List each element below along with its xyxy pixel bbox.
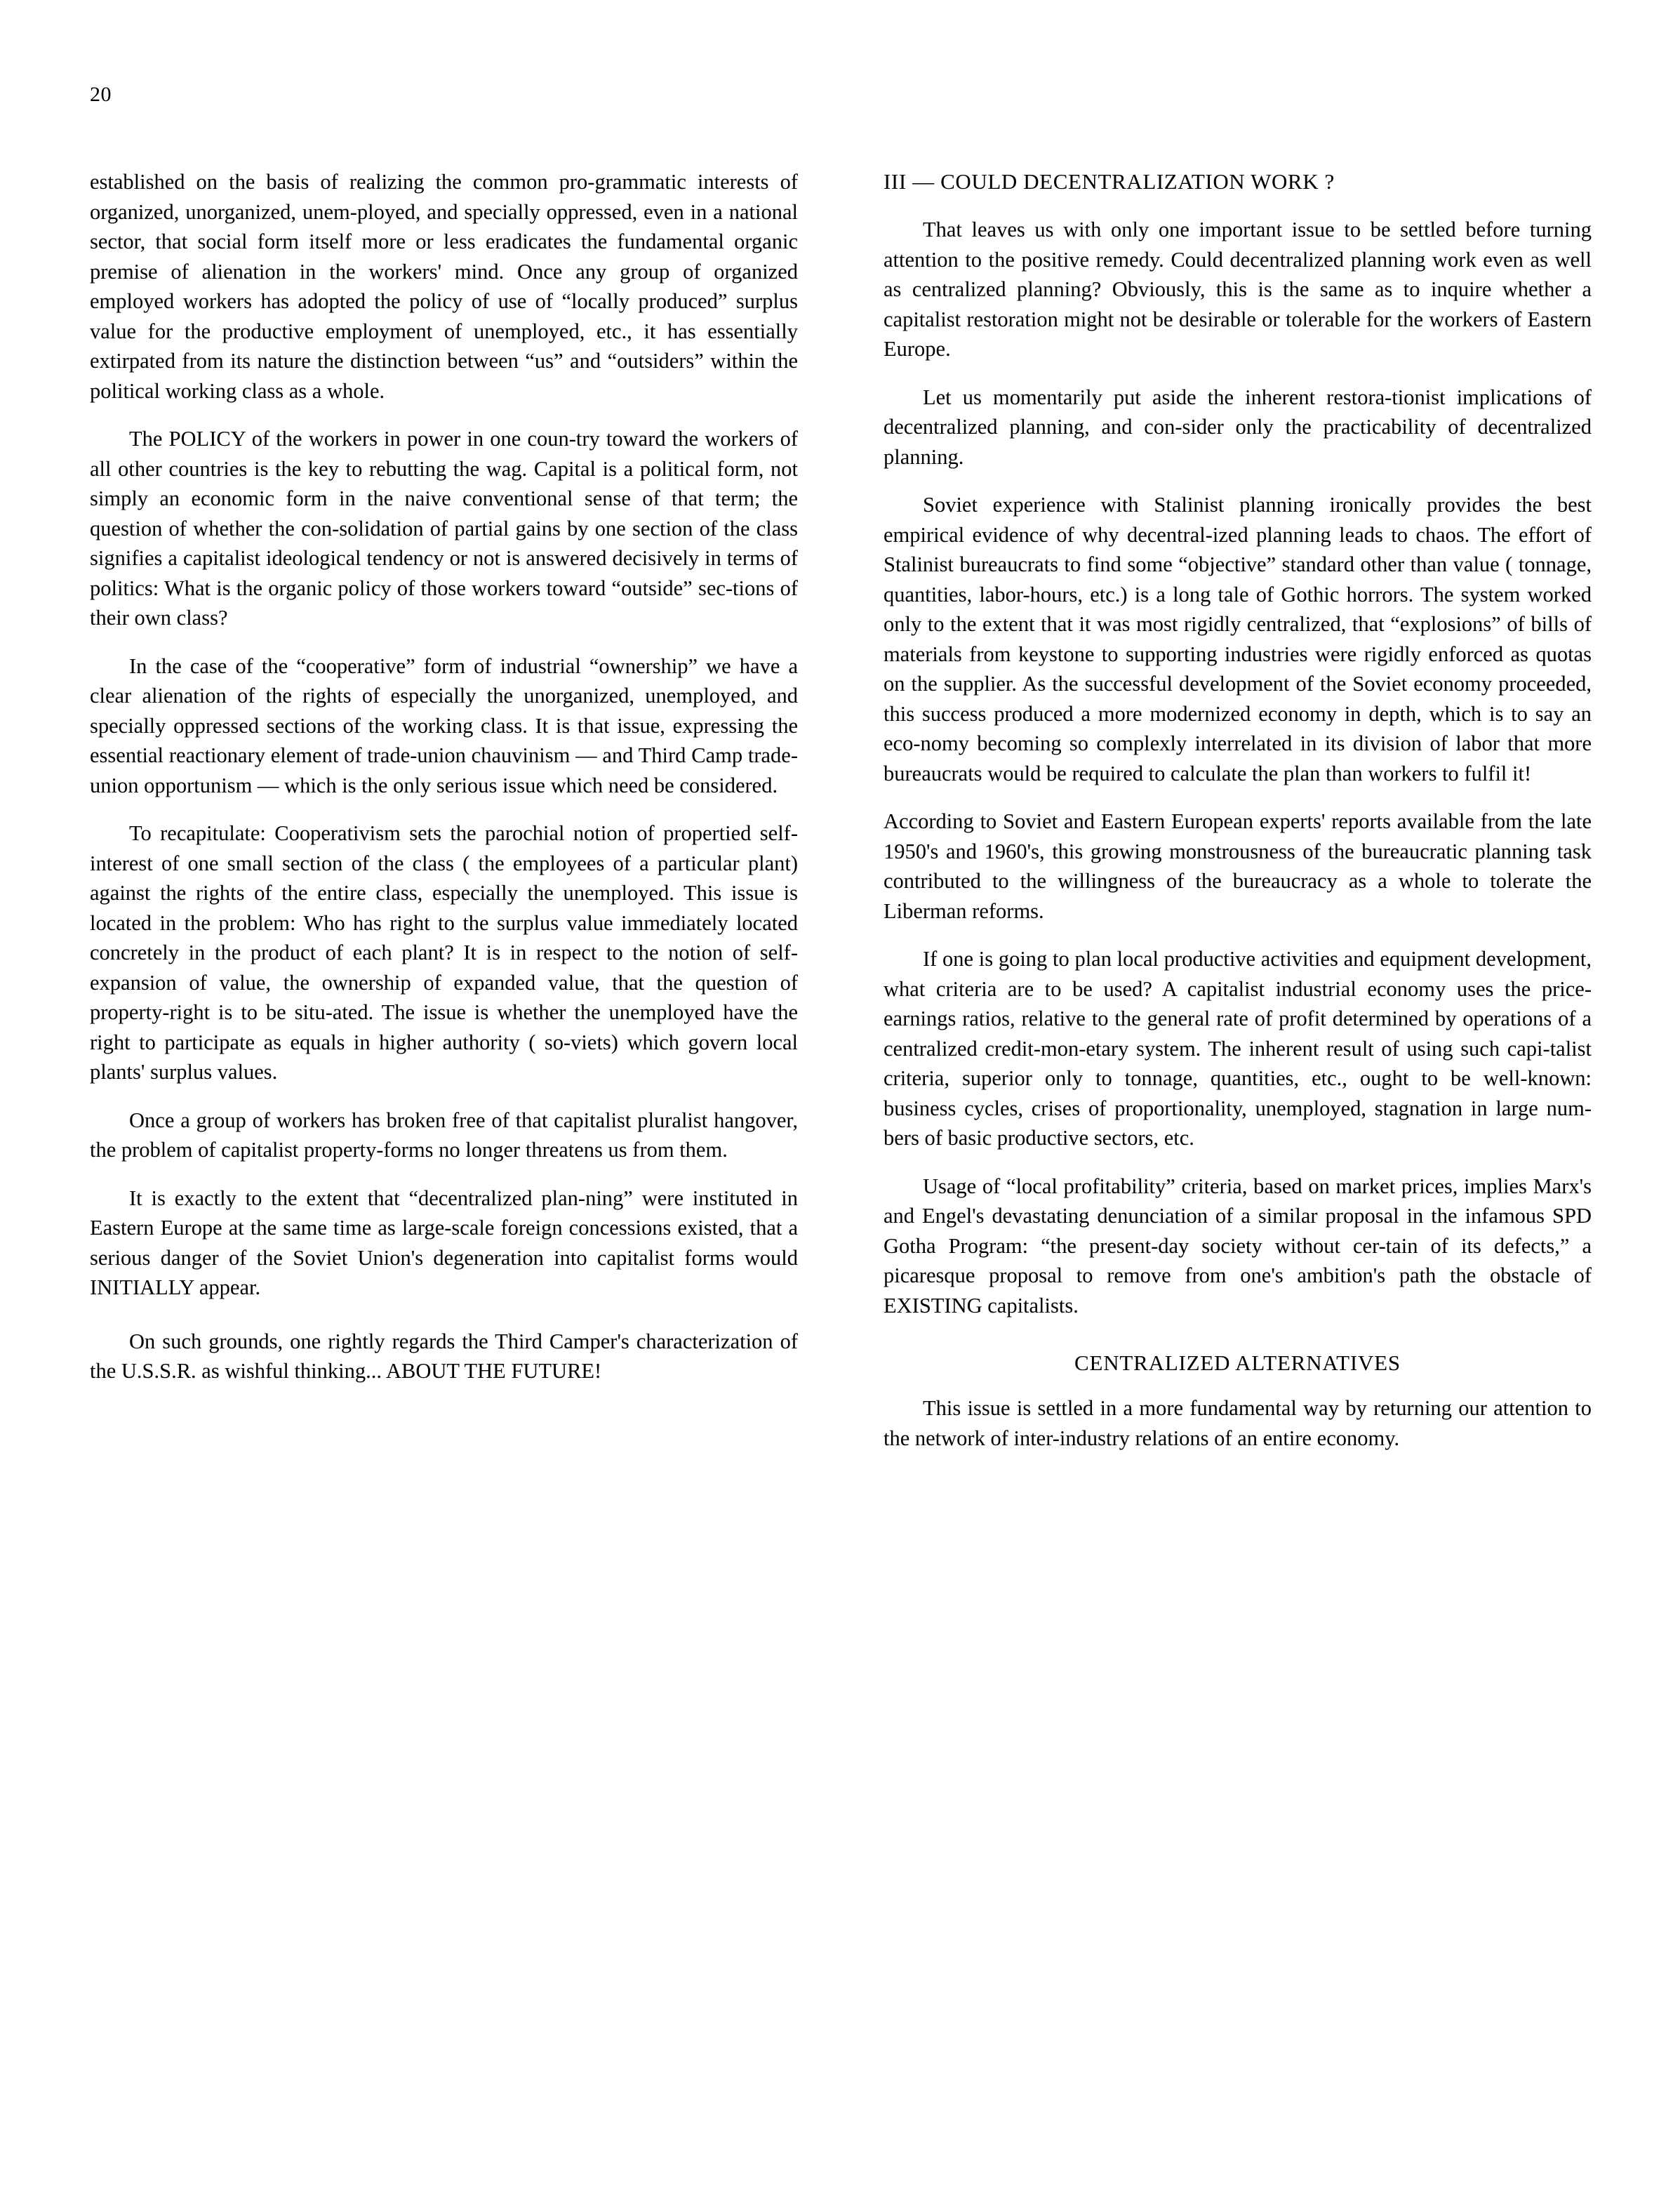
paragraph-spacer <box>90 800 798 818</box>
paragraph: On such grounds, one rightly regards the Third Camper's characterization of the U.S.S.R. as wishful thinking... ABOUT THE FUTURE! <box>90 1329 798 1383</box>
paragraph: The POLICY of the workers in power in one coun-try toward the workers of all other countries is the key to rebutting the wag. Capital is a political form, not simply an economic form in the naive conventional sense of that term; the question of whether the con-solidation of partial gains by one section of the class signifies a capitalist ideological tendency or not is answered decisively in terms of politics: What is the organic policy of those workers toward “outside” sec-tions of their own class? <box>90 427 798 630</box>
paragraph: Let us momentarily put aside the inherent restora-tionist implications of decentralized planning, and con-sider only the practicability of decentralized planning. <box>884 385 1592 469</box>
paragraph: In the case of the “cooperative” form of industrial “ownership” we have a clear alienation of the rights of especially the unorganized, unemployed, and specially oppressed sections of the working class. It is that issue, expressing the essential reactionary element of trade-union chauvinism — and Third Camp trade-union opportunism — which is the only serious issue which need be considered. <box>90 653 798 797</box>
paragraph: To recapitulate: Cooperativism sets the parochial notion of propertied self-interest of one small section of the class ( the employees of a particular plant) against the rights of the entire class, especially the unemployed. This issue is located in the problem: Who has right to the surplus value immediately located concretely in the product of each plant? It is in respect to the notion of self-expansion of value, the ownership of expanded value, that the question of property-right is to be situ-ated. The issue is whether the unemployed have the right to participate as equals in higher authority ( so-viets) which govern local plants' surplus values. <box>90 821 798 1084</box>
paragraph: Soviet experience with Stalinist planning ironically provides the best empirical evidence of why decentral-ized planning leads to chaos. The effort of Stalinist bureaucrats to find some “objective” standard other than value ( tonnage, quantities, labor-hours, etc.) is a long tale of Gothic horrors. The system worked only to the extent that it was most rigidly centralized, that “explosions” of bills of materials from keystone to supporting industries were rigidly enforced as quotas on the supplier. As the successful development of the Soviet economy proceeded, this success produced a more modernized economy in depth, which is to say an eco-nomy becoming so complexly interrelated in its division of labor that more bureaucrats would be required to calculate the plan than workers to fulfil it! <box>884 493 1592 785</box>
paragraph: That leaves us with only one important issue to be settled before turning attention to the positive remedy. Could decentralized planning work even as well as centralized planning? Obviously, this is the same as to inquire whether a capitalist restoration might not be desirable or tolerable for the workers of Eastern Europe. <box>884 218 1592 361</box>
paragraph: Usage of “local profitability” criteria, based on market prices, implies Marx's and Engel's devastating denunciation of a similar proposal in the infamous SPD Gotha Program: “the present-day society without cer-tain of its defects,” a picaresque proposal to remove from one's ambition's path the obstacle of EXISTING capitalists. <box>884 1174 1592 1318</box>
section-heading: III — COULD DECENTRALIZATION WORK ? <box>884 169 1335 194</box>
paragraph: Once a group of workers has broken free of that capitalist pluralist hangover, the problem of capitalist property-forms no longer threatens us from them. <box>90 1108 798 1162</box>
left-column <box>90 167 798 1453</box>
right-column <box>884 167 1592 1453</box>
two-column-body <box>90 167 1592 1453</box>
paragraph-spacer <box>90 1165 798 1183</box>
page-number: 20 <box>90 83 112 106</box>
paragraph: This issue is settled in a more fundamental way by returning our attention to the network of inter-industry relations of an entire economy. <box>884 1396 1592 1450</box>
paragraph-spacer <box>90 1303 798 1327</box>
paragraph: According to Soviet and Eastern European experts' reports available from the late 1950's and 1960's, this growing monstrousness of the bureaucratic planning task contributed to the willingness of the bureaucracy as a whole to tolerate the Liberman reforms. <box>884 809 1592 923</box>
paragraph: It is exactly to the extent that “decentralized plan-ning” were instituted in Eastern Europe at the same time as large-scale foreign concessions existed, that a serious danger of the Soviet Union's degeneration into capitalist forms would INITIALLY appear. <box>90 1186 798 1299</box>
paragraph-spacer <box>90 1087 798 1106</box>
paragraph: established on the basis of realizing the common pro-grammatic interests of organized, unorganized, unem-ployed, and specially oppressed, even in a national sector, that social form itself more or less eradicates the fundamental organic premise of alienation in the workers' mind. Once any group of organized employed workers has adopted the policy of use of “locally produced” surplus value for the productive employment of unemployed, etc., it has essentially extirpated from its nature the distinction between “us” and “outsiders” within the political working class as a whole. <box>90 170 798 403</box>
subsection-heading: CENTRALIZED ALTERNATIVES <box>1074 1350 1401 1375</box>
heading-spacer <box>884 197 1592 215</box>
paragraph: If one is going to plan local productive activities and equipment development, what criteria are to be used? A capitalist industrial economy uses the price-earnings ratios, relative to the general rate of profit determined by operations of a centralized credit-mon-etary system. The inherent result of using such capi-talist criteria, superior only to tonnage, quantities, etc., ought to be well-known: business cycles, crises of proportionality, unemployed, stagnation in large num-bers of basic productive sectors, etc. <box>884 947 1592 1150</box>
